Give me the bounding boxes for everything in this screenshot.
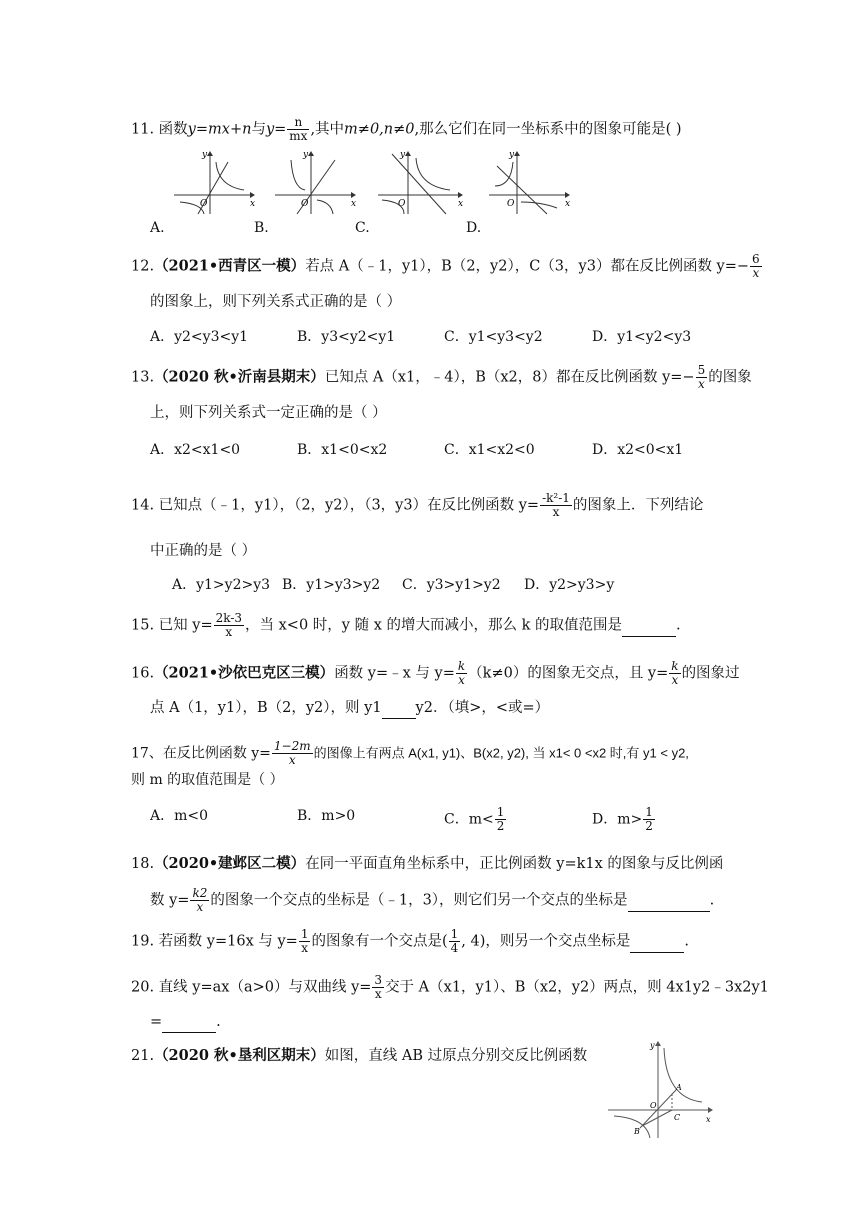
q14-option-d[interactable]: D．y2>y3>y: [524, 577, 615, 593]
svg-text:x: x: [250, 199, 256, 209]
svg-text:O: O: [200, 199, 208, 209]
q19-stem: 19. 若函数 y=16x 与 y= $\frac{1}{x}$ 的图象有一个交点是( $\frac{1}{4}$ , 4)，则另一个交点坐标是 .: [131, 927, 689, 955]
answer-blank[interactable]: [628, 891, 710, 912]
fraction: $\frac{1}{4}$: [450, 927, 459, 955]
q14-option-b[interactable]: B．y1>y3>y2: [282, 577, 381, 593]
q16-line2: 点 A（1，y1），B（2，y2），则 y1 y2．（填>，<或=）: [150, 698, 549, 719]
question-number: 20.: [131, 979, 155, 996]
q20-line2: = .: [150, 1012, 221, 1033]
question-number: 13.: [131, 369, 155, 386]
q11-graph-a: [172, 150, 256, 216]
fraction: $\frac{1}{x}$: [300, 927, 309, 955]
svg-text:O: O: [650, 1101, 657, 1110]
svg-text:y: y: [509, 150, 515, 160]
q14-option-a[interactable]: A．y1>y2>y3: [172, 577, 271, 593]
fraction: $\frac{1}{2}$: [645, 805, 653, 833]
fraction: $\frac{n}{mx}$: [289, 115, 308, 143]
q11-graph-d: [487, 150, 571, 216]
svg-text:O: O: [301, 199, 309, 209]
question-number: 18.: [131, 856, 155, 872]
svg-text:y: y: [400, 150, 406, 160]
q13-option-b[interactable]: B．x1<0<x2: [297, 442, 388, 458]
question-number: 14.: [131, 497, 155, 514]
q21-figure: [606, 1040, 716, 1140]
q13-option-d[interactable]: D．x2<0<x1: [592, 442, 684, 458]
fraction: $\frac{1-2m}{x}$: [273, 739, 311, 767]
svg-text:C: C: [674, 1113, 681, 1122]
q16-line1: 16.（2021•沙依巴克区三模）函数 y=﹣x 与 y= $\frac{k}{x}$ （k≠0）的图象无交点，且 y= $\frac{k}{x}$ 的图象过: [131, 659, 740, 687]
q11-label-c[interactable]: C.: [355, 220, 370, 236]
svg-text:y: y: [303, 150, 309, 160]
svg-text:x: x: [458, 199, 464, 209]
svg-text:O: O: [398, 199, 406, 209]
question-number: 16.: [131, 665, 155, 682]
answer-blank[interactable]: [382, 698, 416, 719]
q17-option-c[interactable]: C．m< $\frac{1}{2}$: [444, 805, 505, 833]
fraction: $\frac{5}{x}$: [697, 363, 706, 391]
q11-label-a[interactable]: A.: [150, 220, 165, 236]
svg-text:y: y: [202, 150, 208, 160]
q13-line1: 13.（2020 秋•沂南县期末）已知点 A（x1，﹣4），B（x2，8）都在反比例函数 y=− $\frac{5}{x}$ 的图象: [131, 363, 752, 391]
q17-option-a[interactable]: A．m<0: [150, 808, 209, 824]
q12-option-b[interactable]: B．y3<y2<y1: [297, 329, 396, 345]
q12-line2: 的图象上，则下列关系式正确的是（ ）: [150, 294, 402, 310]
fraction: $\frac{k2}{x}$: [192, 886, 208, 914]
question-number: 17、: [131, 745, 163, 762]
svg-text:O: O: [507, 199, 515, 209]
fraction: $\frac{3}{x}$: [374, 973, 383, 1001]
q12-option-d[interactable]: D．y1<y2<y3: [592, 329, 692, 345]
q21-line1: 21.（2020 秋•垦利区期末）如图，直线 AB 过原点分别交反比例函数: [131, 1047, 588, 1064]
question-number: 12.: [131, 258, 155, 275]
question-number: 15.: [131, 617, 155, 634]
q18-line1: 18.（2020•建邺区二模）在同一平面直角坐标系中，正比例函数 y=k1x 的图象与反比例函: [131, 855, 724, 872]
answer-blank[interactable]: [622, 616, 676, 637]
q11-graph-c: [374, 150, 464, 216]
q12-option-a[interactable]: A．y2<y3<y1: [150, 329, 249, 345]
q20-line1: 20. 直线 y=ax（a>0）与双曲线 y= $\frac{3}{x}$ 交于 A（x1，y1）、B（x2，y2）两点，则 4x1y2﹣3x2y1: [131, 973, 769, 1001]
svg-text:B: B: [634, 1127, 640, 1136]
fraction: $\frac{1}{2}$: [496, 805, 505, 833]
q17-line1: 17、在反比例函数 y= $\frac{1-2m}{x}$ 的图像上有两点 A(x1, y1)、B(x2, y2), 当 x1< 0 <x2 时,有 y1 < y2,: [131, 739, 689, 767]
q13-option-c[interactable]: C．x1<x2<0: [444, 442, 535, 458]
svg-text:x: x: [706, 1115, 711, 1124]
q17-option-d[interactable]: D．m> $\frac{1}{2}$: [592, 805, 653, 833]
q14-line2: 中正确的是（ ）: [150, 543, 257, 559]
fraction: $\frac{k}{x}$: [457, 659, 466, 687]
q13-line2: 上，则下列关系式一定正确的是（ ）: [150, 405, 387, 421]
source-tag: （2021•沙依巴克区三模）: [154, 664, 335, 682]
question-number: 21.: [131, 1048, 155, 1064]
fraction: $\frac{6}{x}$: [752, 252, 760, 280]
source-tag: （2021•西青区一模）: [154, 257, 306, 275]
svg-text:x: x: [565, 199, 571, 209]
fraction: $\frac{k}{x}$: [671, 659, 679, 687]
q12-option-c[interactable]: C．y1<y3<y2: [444, 329, 543, 345]
q11-graph-b: [273, 150, 357, 216]
source-tag: （2020•建邺区二模）: [154, 855, 306, 872]
q17-line2: 则 m 的取值范围是（ ）: [131, 772, 284, 788]
q15-stem: 15. 已知 y= $\frac{2k-3}{x}$ ，当 x<0 时，y 随 x 的增大而减小，那么 k 的取值范围是 .: [131, 611, 681, 639]
svg-text:x: x: [351, 199, 357, 209]
q12-line1: 12.（2021•西青区一模）若点 A（﹣1，y1），B（2，y2），C（3，y3）都在反比例函数 y=− $\frac{6}{x}$: [131, 252, 760, 280]
svg-text:y: y: [650, 1041, 655, 1050]
q11-label-b[interactable]: B.: [254, 220, 269, 236]
fraction: $\frac{\text{-k²-1}}{x}$: [542, 491, 570, 519]
question-number: 11.: [131, 121, 155, 138]
q13-option-a[interactable]: A．x2<x1<0: [150, 442, 241, 458]
answer-blank[interactable]: [162, 1012, 216, 1033]
q17-option-b[interactable]: B．m>0: [297, 808, 356, 824]
fraction: $\frac{2k-3}{x}$: [215, 611, 243, 639]
source-tag: （2020 秋•垦利区期末）: [154, 1047, 325, 1064]
q11-label-d[interactable]: D.: [466, 220, 482, 236]
q14-line1: 14. 已知点（﹣1，y1），（2，y2），（3，y3）在反比例函数 y= $\frac{\text{-k²-1}}{x}$ 的图象上．下列结论: [131, 491, 704, 519]
svg-text:A: A: [676, 1083, 682, 1092]
source-tag: （2020 秋•沂南县期末）: [154, 368, 325, 386]
question-number: 19.: [131, 933, 155, 950]
q14-option-c[interactable]: C．y3>y1>y2: [402, 577, 501, 593]
answer-blank[interactable]: [630, 932, 684, 953]
q18-line2: 数 y= $\frac{k2}{x}$ 的图象一个交点的坐标是（﹣1，3），则它们另一个交点的坐标是 .: [150, 886, 715, 914]
q11-stem: 11. 函数y=mx+n与y= $\frac{n}{mx}$ ,其中m≠0,n≠0,那么它们在同一坐标系中的图象可能是( ): [131, 115, 682, 143]
